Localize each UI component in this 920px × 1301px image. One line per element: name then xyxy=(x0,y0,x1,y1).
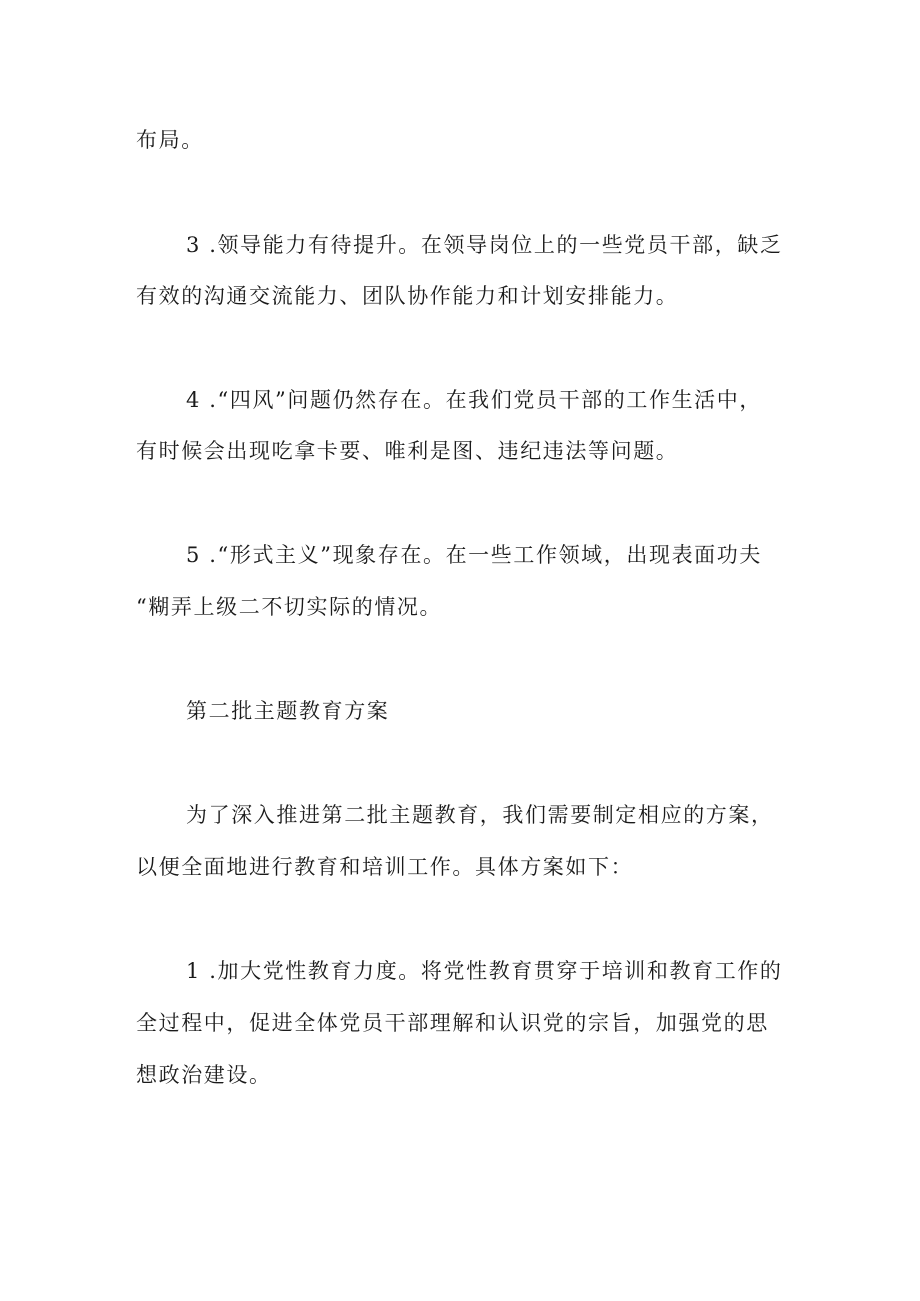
paragraph-line: 布局。 xyxy=(136,128,204,152)
paragraph-line: 5 .“形式主义”现象存在。在一些工作领域，出现表面功夫 xyxy=(186,543,762,567)
paragraph-line: 为了深入推进第二批主题教育，我们需要制定相应的方案， xyxy=(186,803,774,827)
paragraph-line: 全过程中，促进全体党员干部理解和认识党的宗旨，加强党的思 xyxy=(136,1011,769,1035)
section-heading: 第二批主题教育方案 xyxy=(186,699,390,723)
paragraph-line: “糊弄上级二不切实际的情况。 xyxy=(136,595,443,619)
paragraph-line: 以便全面地进行教育和培训工作。具体方案如下： xyxy=(136,855,634,879)
paragraph-line: 4 .“四风”问题仍然存在。在我们党员干部的工作生活中， xyxy=(186,388,762,412)
paragraph-line: 有时候会出现吃拿卡要、唯利是图、违纪违法等问题。 xyxy=(136,439,679,463)
paragraph-line: 3 .领导能力有待提升。在领导岗位上的一些党员干部，缺乏 xyxy=(186,233,783,257)
paragraph-line: 想政治建设。 xyxy=(136,1063,272,1087)
paragraph-line: 有效的沟通交流能力、团队协作能力和计划安排能力。 xyxy=(136,284,679,308)
paragraph-line: 1 .加大党性教育力度。将党性教育贯穿于培训和教育工作的 xyxy=(186,959,783,983)
